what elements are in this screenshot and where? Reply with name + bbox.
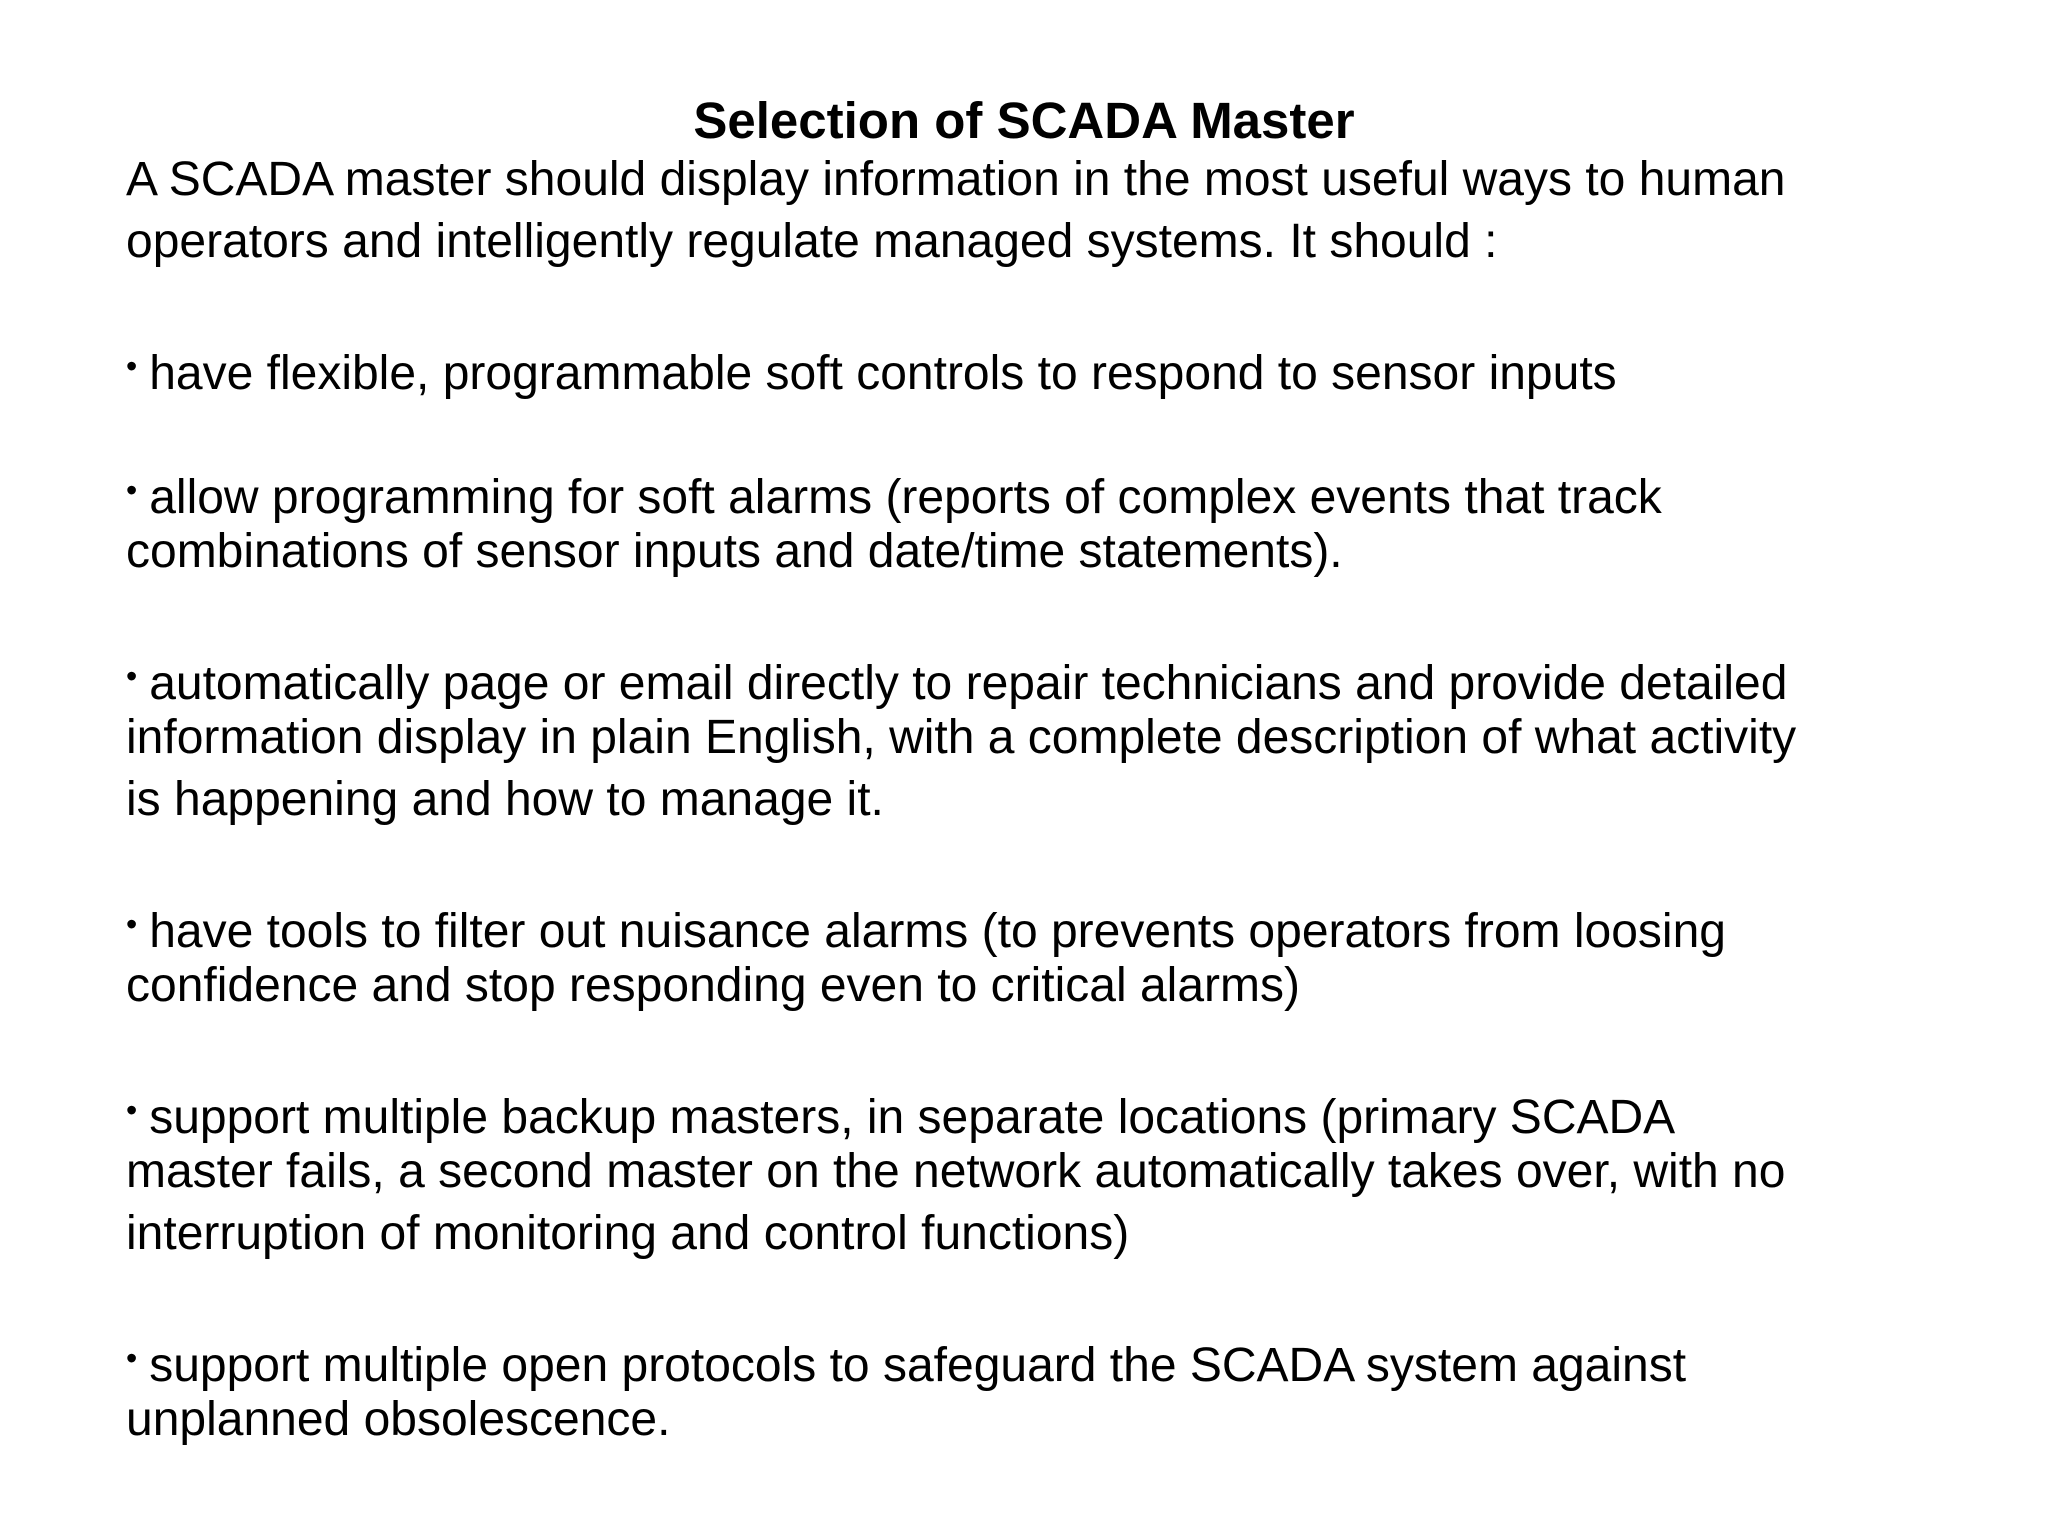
slide-title: Selection of SCADA Master	[693, 92, 1355, 149]
bullet-line	[126, 645, 2026, 710]
bullet-line: interruption of monitoring and control functions)	[126, 1207, 1130, 1260]
bullet-line: information display in plain English, with a complete description of what activity	[126, 711, 1797, 764]
bullet-text: support multiple open protocols to safeguard the SCADA system against	[149, 1339, 1687, 1392]
spacer	[126, 583, 2026, 645]
bullet-line	[126, 1327, 2026, 1392]
spacer	[126, 397, 2026, 459]
bullet-item	[126, 1079, 2026, 1265]
slide-body	[126, 149, 2026, 1451]
bullet-item	[126, 893, 2026, 1017]
bullet-item	[126, 459, 2026, 583]
bullet-line	[126, 459, 2026, 524]
bullet-item	[126, 1327, 2026, 1451]
bullet-text: automatically page or email directly to repair technicians and provide detailed	[149, 657, 1788, 710]
bullet-icon: •	[126, 906, 138, 942]
bullet-text: have flexible, programmable soft controls to respond to sensor inputs	[149, 347, 1617, 400]
bullet-icon: •	[126, 658, 138, 694]
bullet-line	[126, 1079, 2026, 1144]
bullet-line	[126, 335, 2026, 400]
spacer	[126, 831, 2026, 893]
bullet-line: master fails, a second master on the network automatically takes over, with no	[126, 1145, 1786, 1198]
intro-line: A SCADA master should display information in the most useful ways to human	[126, 153, 1786, 206]
bullet-icon: •	[126, 1340, 138, 1376]
bullet-text: allow programming for soft alarms (reports of complex events that track	[149, 471, 1662, 524]
bullet-item	[126, 335, 2026, 400]
bullet-line: combinations of sensor inputs and date/time statements).	[126, 525, 1343, 578]
bullet-item	[126, 645, 2026, 831]
spacer	[126, 1265, 2026, 1327]
bullet-icon: •	[126, 472, 138, 508]
bullet-line: is happening and how to manage it.	[126, 773, 884, 826]
bullet-icon: •	[126, 1092, 138, 1128]
spacer	[126, 1017, 2026, 1079]
bullet-line	[126, 893, 2026, 958]
bullet-icon: •	[126, 348, 138, 384]
bullet-text: have tools to filter out nuisance alarms (to prevents operators from loosing	[149, 905, 1726, 958]
intro-line: operators and intelligently regulate managed systems. It should :	[126, 215, 1498, 268]
spacer	[126, 273, 2026, 335]
bullet-text: support multiple backup masters, in separate locations (primary SCADA	[149, 1091, 1676, 1144]
bullet-line: confidence and stop responding even to critical alarms)	[126, 959, 1300, 1012]
bullet-line: unplanned obsolescence.	[126, 1393, 671, 1446]
